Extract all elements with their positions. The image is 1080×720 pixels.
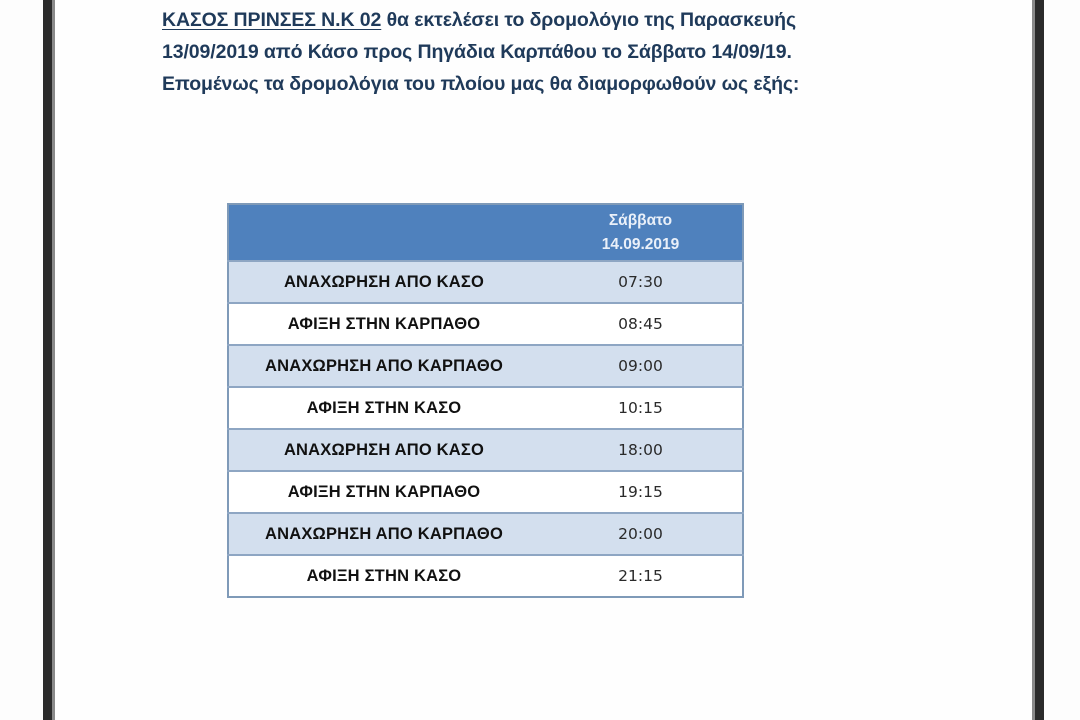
announcement-line-1 — [162, 4, 962, 36]
header-empty-cell — [228, 204, 539, 261]
ship-name: ΚΑΣΟΣ ΠΡΙΝΣΕΣ Ν.Κ 02 — [162, 9, 382, 31]
route-time: 10:15 — [539, 387, 743, 429]
header-date-cell — [539, 204, 743, 261]
schedule-table — [227, 203, 744, 598]
header-date: 14.09.2019 — [601, 235, 680, 253]
route-time: 09:00 — [539, 345, 743, 387]
route-label: ΑΦΙΞΗ ΣΤΗΝ ΚΑΡΠΑΘΟ — [228, 303, 539, 345]
route-time: 08:45 — [539, 303, 743, 345]
schedule-header-row — [228, 204, 743, 261]
announcement-line-1-rest: θα εκτελέσει το δρομολόγιο της Παρασκευής — [381, 9, 796, 31]
table-row — [228, 261, 743, 303]
route-label: ΑΝΑΧΩΡΗΣΗ ΑΠΟ ΚΑΡΠΑΘΟ — [228, 513, 539, 555]
route-label: ΑΦΙΞΗ ΣΤΗΝ ΚΑΣΟ — [228, 555, 539, 597]
route-label: ΑΦΙΞΗ ΣΤΗΝ ΚΑΡΠΑΘΟ — [228, 471, 539, 513]
route-time: 21:15 — [539, 555, 743, 597]
table-row — [228, 345, 743, 387]
table-row — [228, 555, 743, 597]
route-label: ΑΝΑΧΩΡΗΣΗ ΑΠΟ ΚΑΣΟ — [228, 261, 539, 303]
header-day: Σάββατο — [608, 211, 673, 229]
route-time: 20:00 — [539, 513, 743, 555]
table-row — [228, 387, 743, 429]
route-label: ΑΝΑΧΩΡΗΣΗ ΑΠΟ ΚΑΡΠΑΘΟ — [228, 345, 539, 387]
route-label: ΑΦΙΞΗ ΣΤΗΝ ΚΑΣΟ — [228, 387, 539, 429]
table-row — [228, 303, 743, 345]
announcement-text — [162, 4, 962, 100]
table-row — [228, 471, 743, 513]
route-time: 18:00 — [539, 429, 743, 471]
route-label: ΑΝΑΧΩΡΗΣΗ ΑΠΟ ΚΑΣΟ — [228, 429, 539, 471]
table-row — [228, 429, 743, 471]
route-time: 07:30 — [539, 261, 743, 303]
route-time: 19:15 — [539, 471, 743, 513]
announcement-line-2: 13/09/2019 από Κάσο προς Πηγάδια Καρπάθου το Σάββατο 14/09/19. — [162, 41, 792, 63]
announcement-line-3: Επομένως τα δρομολόγια του πλοίου μας θα διαμορφωθούν ως εξής: — [162, 73, 800, 95]
table-row — [228, 513, 743, 555]
